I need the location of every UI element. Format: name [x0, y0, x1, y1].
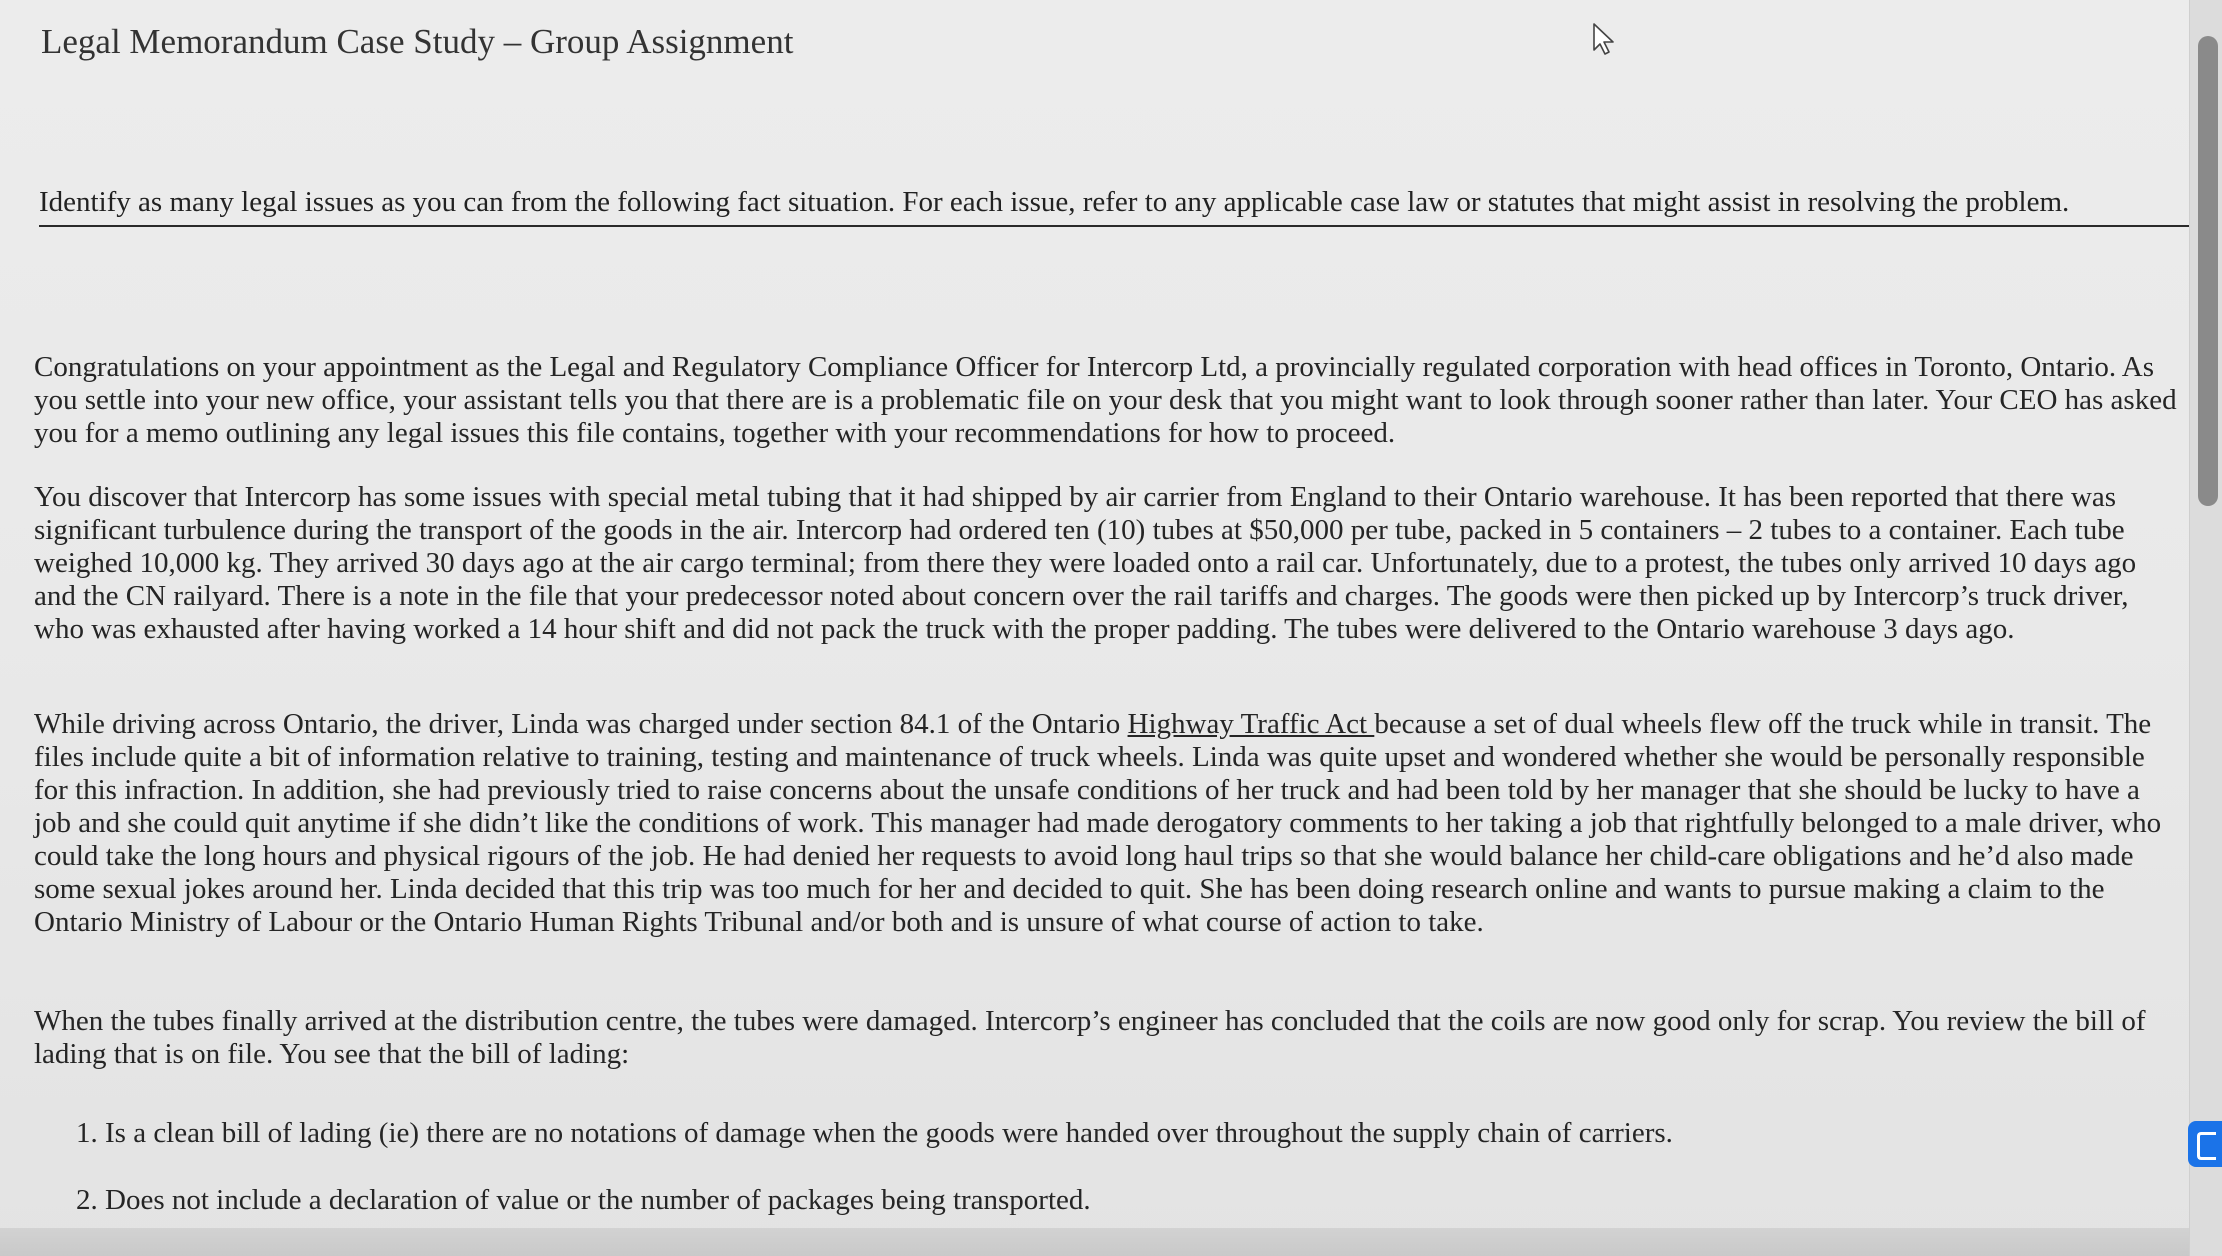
badge-glyph [2197, 1132, 2216, 1160]
document-title: Legal Memorandum Case Study – Group Assignment [41, 22, 794, 61]
list-item: 1. Is a clean bill of lading (ie) there are no notations of damage when the goods were handed over throughout the supply chain of carriers. [76, 1117, 1673, 1149]
paragraph-appointment: Congratulations on your appointment as the Legal and Regulatory Compliance Officer for Intercorp Ltd, a provincially regulated corporation with head offices in Toronto, Ontario. As you settle into your new office, your assistant tells you that there are is a problematic file on your desk that you might want to look through sooner rather than later. Your CEO has asked you for a memo outlining any legal issues this file contains, together with your recommendations for how to proceed. [34, 351, 2177, 449]
paragraph-driver-text-end: because a set of dual wheels flew off the truck while in transit. The files include quite a bit of information relative to training, testing and maintenance of truck wheels. Linda was quite upset and wondered whether she would be personally responsible for this infraction. In addition, she had previously tried to raise concerns about the unsafe conditions of her truck and had been told by her manager that she should be lucky to have a job and she could quit anytime if she didn’t like the conditions of work. This manager had made derogatory comments to her taking a job that rightfully belonged to a male driver, who could take the long hours and physical rigours of the job. He had denied her requests to avoid long haul trips so that she would balance her child-care obligations and he’d also made some sexual jokes around her. Linda decided that this trip was too much for her and decided to quit. She has been doing research online and wants to pursue making a claim to the Ontario Ministry of Labour or the Ontario Human Rights Tribunal and/or both and is unsure of what course of action to take. [34, 708, 2162, 938]
assistant-badge-icon[interactable] [2188, 1121, 2222, 1167]
mouse-pointer-icon [1592, 22, 1618, 56]
statute-name: Highway Traffic Act [1127, 708, 1375, 740]
paragraph-driver [34, 708, 2184, 939]
paragraph-driver-text-start: While driving across Ontario, the driver, Linda was charged under section 84.1 of the Ontario [34, 708, 1128, 740]
vertical-scrollbar[interactable] [2189, 0, 2222, 1256]
scrollbar-thumb[interactable] [2198, 36, 2218, 506]
assignment-instruction: Identify as many legal issues as you can from the following fact situation. For each issue, refer to any applicable case law or statutes that might assist in resolving the problem. [39, 186, 2189, 227]
paragraph-damage: When the tubes finally arrived at the distribution centre, the tubes were damaged. Intercorp’s engineer has concluded that the coils are now good only for scrap. You review the bill of lading that is on file. You see that the bill of lading: [34, 1005, 2146, 1070]
paragraph-shipment: You discover that Intercorp has some issues with special metal tubing that it had shipped by air carrier from England to their Ontario warehouse. It has been reported that there was significant turbulence during the transport of the goods in the air. Intercorp had ordered ten (10) tubes at $50,000 per tube, packed in 5 containers – 2 tubes to a container. Each tube weighed 10,000 kg. They arrived 30 days ago at the air cargo terminal; from there they were loaded onto a rail car. Unfortunately, due to a protest, the tubes only arrived 10 days ago and the CN railyard. There is a note in the file that your predecessor noted about concern over the rail tariffs and charges. The goods were then picked up by Intercorp’s truck driver, who was exhausted after having worked a 14 hour shift and did not pack the truck with the proper padding. The tubes were delivered to the Ontario warehouse 3 days ago. [34, 481, 2137, 645]
list-item: 2. Does not include a declaration of value or the number of packages being transported. [76, 1184, 1091, 1216]
bottom-edge [0, 1228, 2190, 1256]
